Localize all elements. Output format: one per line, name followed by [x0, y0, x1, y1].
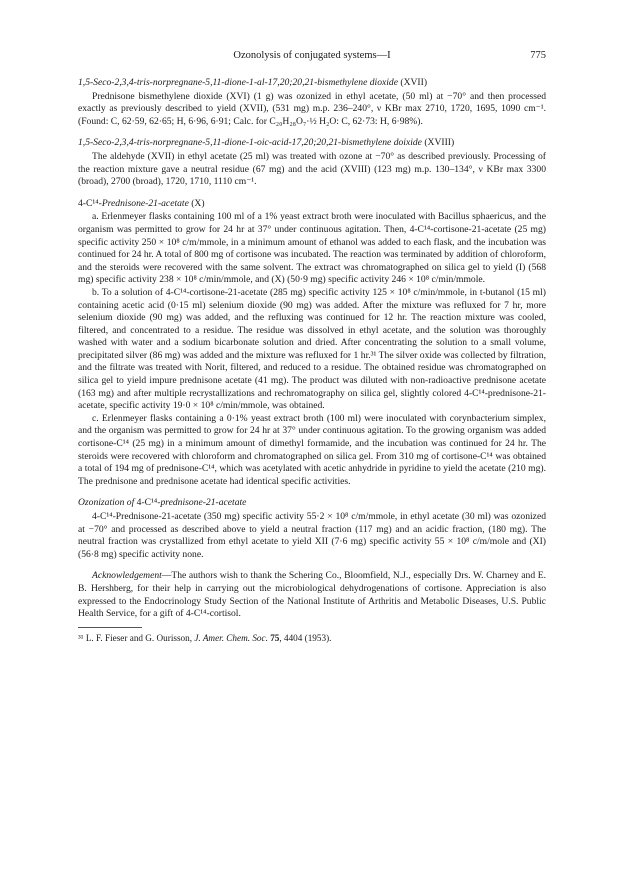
acknowledgement: Acknowledgement—The authors wish to thank the Schering Co., Bloomfield, N.J., especially Drs. W. Charney and E. B. Hershberg, for their help in carrying out the microbiological dehydrogenations of cortisone. Appreciation is also expressed to the Endocrinology Study Section of the National Institute of Arthritis and Metabolic Diseases, U.S. Public Health Service, for a gift of 4-C¹⁴-cortisol.	[78, 570, 546, 620]
section-ozonization	[78, 497, 546, 561]
page-number: 775	[530, 50, 546, 61]
footnote: ³¹ L. F. Fieser and G. Ourisson, J. Amer. Chem. Soc. 75, 4404 (1953).	[78, 632, 332, 643]
running-title: Ozonolysis of conjugated systems—I	[233, 50, 391, 61]
paragraph-c: c. Erlenmeyer flasks containing a 0·1% yeast extract broth (100 ml) were inoculated with corynbacterium simplex, and the organism was permitted to grow for 24 hr at 37° under continuous agitation. To the growing organism was added cortisone-C¹⁴ (25 mg) in a minimum amount of dimethyl formamide, and the incubation was continued for 24 hr. The steroids were recovered with chloroform and chromatographed on silica gel. From 310 mg of cortisone-C¹⁴ was obtained a total of 194 mg of prednisone-C¹⁴, which was acetylated with acetic anhydride in pyridine to yield the acetate (210 mg). The prednisone and prednisone acetate had identical specific activities.	[78, 412, 546, 487]
section-xvii	[78, 77, 546, 128]
section-heading: 1,5-Seco-2,3,4-tris-norpregnane-5,11-dione-1-oic-acid-17,20;20,21-bismethylene doixide (XVIII)	[78, 137, 455, 149]
section-heading: Ozonization of 4-C¹⁴-prednisone-21-acetate	[78, 497, 247, 509]
footnote-rule	[78, 627, 142, 628]
paragraph: The aldehyde (XVII) in ethyl acetate (25 ml) was treated with ozone at −70° as described previously. Processing of the reaction mixture gave a neutral residue (67 mg) and the acid (XVIII) (123 mg) m.p. 130–134°, ν KBr max 3300 (broad), 2700 (broad), 1720, 1710, 1110 cm⁻¹.	[78, 150, 546, 188]
paragraph-a: a. Erlenmeyer flasks containing 100 ml of a 1% yeast extract broth were inoculated with Bacillus sphaericus, and the organism was permitted to grow for 24 hr at 37° under continuous agitation. Then, 4-C¹⁴-cortisone-21-acetate (25 mg) specific activity 250 × 10⁸ c/m/mmole, in a minimum amount of ethanol was added to each flask, and the incubation was continued for 24 hr. A total of 800 mg of cortisone was incubated. The reaction was terminated by addition of chloroform, and the steroids were recovered with the same solvent. The extract was chromatographed on silica gel to yield (I) (568 mg) specific activity 238 × 10⁸ c/min/mmole, and (X) (50·9 mg) specific activity 246 × 10⁸ c/min/mmole.	[78, 211, 546, 286]
section-prednisone-acetate	[78, 198, 546, 489]
paragraph: 4-C¹⁴-Prednisone-21-acetate (350 mg) specific activity 55·2 × 10⁸ c/m/mmole, in ethyl acetate (30 ml) was ozonized at −70° and processed as described above to yield a neutral fraction (117 mg) and an acidic fraction, (180 mg). The neutral fraction was crystallized from ethyl acetate to yield XII (7·6 mg) specific activity 55 × 10⁸ c/m/mole and (XI) (56·8 mg) specific activity none.	[78, 511, 546, 560]
running-header	[78, 50, 546, 64]
section-xviii	[78, 137, 546, 188]
section-heading: 4-C¹⁴-Prednisone-21-acetate (X)	[78, 197, 205, 209]
paragraph: Prednisone bismethylene dioxide (XVI) (1 g) was ozonized in ethyl acetate, (50 ml) at −70° and then processed exactly as previously described to yield (XVII), (531 mg) m.p. 236–240°, ν KBr max 2710, 1720, 1695, 1090 cm⁻¹. (Found: C, 62·59, 62·65; H, 6·96, 6·91; Calc. for C₂₀H₂₈O₇·½ H₂O: C, 62·73: H, 6·98%).	[78, 90, 546, 127]
paper-page	[78, 50, 546, 644]
section-heading: 1,5-Seco-2,3,4-tris-norpregnane-5,11-dione-1-al-17,20;20,21-bismethylene dioxide (XVII)	[78, 77, 428, 88]
paragraph-b: b. To a solution of 4-C¹⁴-cortisone-21-acetate (285 mg) specific activity 125 × 10⁸ c/min/mmole, in t-butanol (15 ml) containing acetic acid (0·15 ml) selenium dioxide (90 mg) was added. After the mixture was refluxed for 7 hr, more selenium dioxide (90 mg) was added, and the refluxing was continued for 12 hr. The reaction mixture was cooled, filtered, and concentrated to a residue. The residue was dissolved in ethyl acetate, and the solution was thoroughly washed with water and a sodium bicarbonate solution and dried. After concentrating the solution to a small volume, precipitated silver (86 mg) was added and the mixture was refluxed for 1 hr.³¹ The silver oxide was collected by filtration, and the filtrate was treated with Norit, filtered, and reduced to a residue. The obtained residue was chromatographed on silica gel to yield impure prednisone acetate (41 mg). The product was diluted with non-radioactive prednisone acetate (163 mg) and after multiple recrystallizations and rechromatography on silica gel, slightly colored 4-C¹⁴-prednisone-21-acetate, specific activity 19·0 × 10⁸ c/min/mmole, was obtained.	[78, 286, 546, 412]
